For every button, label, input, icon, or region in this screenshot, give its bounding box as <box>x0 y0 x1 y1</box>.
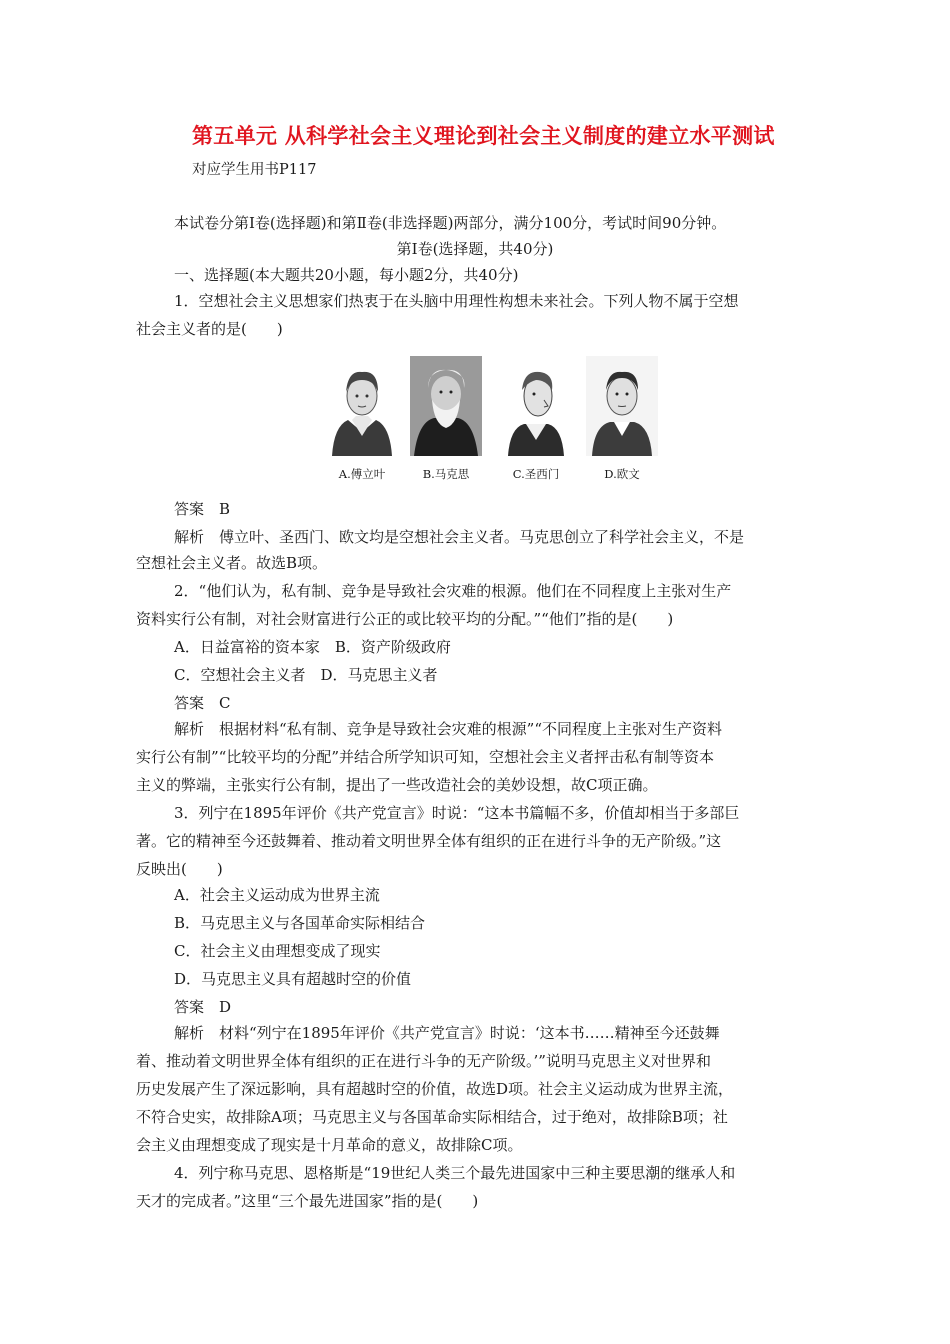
question-3-analysis-cont-3: 不符合史实，故排除A项；马克思主义与各国革命实际相结合，过于绝对，故排除B项；社 <box>136 1108 728 1126</box>
question-2-analysis-cont-2: 主义的弊端，主张实行公有制，提出了一些改造社会的美妙设想，故C项正确。 <box>136 776 658 794</box>
question-3-option-c: C．社会主义由理想变成了现实 <box>174 942 381 960</box>
question-2-stem-cont: 资料实行公有制，对社会财富进行公正的或比较平均的分配。”“他们”指的是( ) <box>136 610 674 628</box>
question-1-stem: 1．空想社会主义思想家们热衷于在头脑中用理性构想未来社会。下列人物不属于空想 <box>174 292 739 310</box>
figure-c-caption: C.圣西门 <box>512 467 560 481</box>
page-title: 第五单元 从科学社会主义理论到社会主义制度的建立水平测试 <box>192 123 775 148</box>
marx-portrait <box>410 356 482 456</box>
question-3-stem-cont-2: 反映出( ) <box>136 860 223 878</box>
question-3-analysis-cont-4: 会主义由理想变成了现实是十月革命的意义，故排除C项。 <box>136 1136 523 1154</box>
question-2-stem: 2．“他们认为，私有制、竞争是导致社会灾难的根源。他们在不同程度上主张对生产 <box>174 582 732 600</box>
figure-b <box>410 356 482 481</box>
saint-simon-portrait <box>500 356 572 456</box>
owen-portrait <box>586 356 658 456</box>
question-4-stem-cont: 天才的完成者。”这里“三个最先进国家”指的是( ) <box>136 1192 479 1210</box>
question-3-stem: 3．列宁在1895年评价《共产党宣言》时说：“这本书篇幅不多，价值却相当于多部巨 <box>174 804 740 822</box>
figure-b-caption: B.马克思 <box>422 467 470 481</box>
figure-c <box>500 356 572 481</box>
question-3-option-d: D．马克思主义具有超越时空的价值 <box>174 970 412 988</box>
question-2-options-cd: C．空想社会主义者 D．马克思主义者 <box>174 666 438 684</box>
figure-d <box>586 356 658 481</box>
figure-a <box>326 356 398 481</box>
question-3-analysis-cont: 着、推动着文明世界全体有组织的正在进行斗争的无产阶级。’”说明马克思主义对世界和 <box>136 1052 711 1070</box>
question-3-option-a: A．社会主义运动成为世界主流 <box>174 886 380 904</box>
figure-d-caption: D.欧文 <box>604 467 640 481</box>
question-1-answer: 答案 B <box>174 500 231 518</box>
section-heading: 一、选择题(本大题共20小题，每小题2分，共40分) <box>174 266 519 284</box>
question-3-stem-cont: 著。它的精神至今还鼓舞着、推动着文明世界全体有组织的正在进行斗争的无产阶级。”这 <box>136 832 722 850</box>
question-2-answer: 答案 C <box>174 694 231 712</box>
fourier-portrait <box>326 356 398 456</box>
question-3-analysis-cont-2: 历史发展产生了深远影响，具有超越时空的价值，故选D项。社会主义运动成为世界主流， <box>136 1080 734 1098</box>
question-3-answer: 答案 D <box>174 998 232 1016</box>
question-1-analysis: 解析 傅立叶、圣西门、欧文均是空想社会主义者。马克思创立了科学社会主义，不是 <box>174 528 745 546</box>
question-2-analysis: 解析 根据材料“私有制、竞争是导致社会灾难的根源”“不同程度上主张对生产资料 <box>174 720 723 738</box>
book-reference: 对应学生用书P117 <box>192 162 317 178</box>
figure-a-caption: A.傅立叶 <box>338 467 386 481</box>
part-title: 第Ⅰ卷(选择题，共40分) <box>396 240 554 258</box>
portrait-figures <box>322 356 642 486</box>
question-4-stem: 4．列宁称马克思、恩格斯是“19世纪人类三个最先进国家中三种主要思潮的继承人和 <box>174 1164 736 1182</box>
question-1-stem-cont: 社会主义者的是( ) <box>136 320 283 338</box>
question-1-analysis-cont: 空想社会主义者。故选B项。 <box>136 554 328 572</box>
question-3-analysis: 解析 材料“列宁在1895年评价《共产党宣言》时说：‘这本书……精神至今还鼓舞 <box>174 1024 720 1042</box>
exam-note: 本试卷分第Ⅰ卷(选择题)和第Ⅱ卷(非选择题)两部分，满分100分，考试时间90分钟。 <box>174 214 727 232</box>
question-2-analysis-cont: 实行公有制”“比较平均的分配”并结合所学知识可知，空想社会主义者抨击私有制等资本 <box>136 748 715 766</box>
question-3-option-b: B．马克思主义与各国革命实际相结合 <box>174 914 426 932</box>
question-2-options-ab: A．日益富裕的资本家 B．资产阶级政府 <box>174 638 451 656</box>
